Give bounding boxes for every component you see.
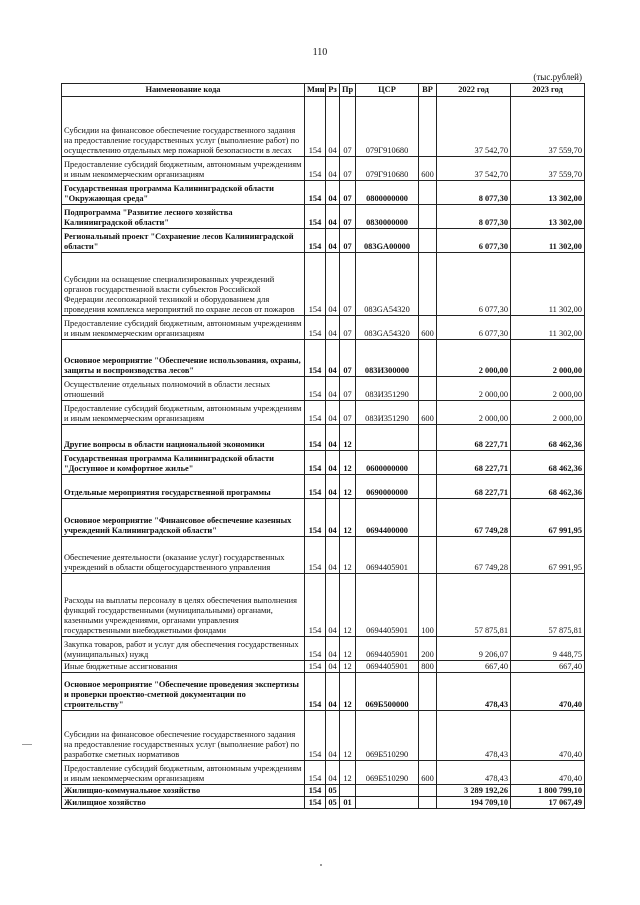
- cell-name: Региональный проект "Сохранение лесов Калининградской области": [62, 229, 305, 253]
- header-csr: ЦСР: [356, 84, 419, 97]
- cell-name: Субсидии на финансовое обеспечение государственного задания на предоставление государственных услуг (выполнение работ) по разработке сметных нормативов: [62, 711, 305, 761]
- cell-pr: 12: [340, 673, 356, 711]
- cell-csr: 069Б510290: [356, 761, 419, 785]
- cell-y2022: 37 542,70: [437, 97, 511, 157]
- cell-csr: 083И300000: [356, 340, 419, 377]
- cell-y2023: 68 462,36: [511, 451, 585, 475]
- cell-y2022: 6 077,30: [437, 253, 511, 316]
- cell-rz: 04: [326, 425, 340, 451]
- cell-rz: 04: [326, 205, 340, 229]
- cell-csr: 083И351290: [356, 377, 419, 401]
- cell-name: Предоставление субсидий бюджетным, автономным учреждениям и иным некоммерческим организациям: [62, 401, 305, 425]
- cell-csr: 083И351290: [356, 401, 419, 425]
- cell-y2023: 2 000,00: [511, 401, 585, 425]
- cell-vr: [419, 673, 437, 711]
- cell-csr: 079Г910680: [356, 157, 419, 181]
- cell-min: 154: [305, 637, 326, 661]
- cell-y2022: 6 077,30: [437, 316, 511, 340]
- table-body: [62, 97, 585, 809]
- header-2022: 2022 год: [437, 84, 511, 97]
- cell-name: Осуществление отдельных полномочий в области лесных отношений: [62, 377, 305, 401]
- cell-y2023: 9 448,75: [511, 637, 585, 661]
- cell-y2022: 68 227,71: [437, 451, 511, 475]
- cell-csr: 079Г910680: [356, 97, 419, 157]
- cell-min: 154: [305, 499, 326, 537]
- table-row: [62, 761, 585, 785]
- cell-csr: 0694400000: [356, 499, 419, 537]
- cell-y2023: 13 302,00: [511, 181, 585, 205]
- cell-csr: [356, 425, 419, 451]
- cell-rz: 04: [326, 97, 340, 157]
- cell-min: 154: [305, 451, 326, 475]
- cell-rz: 04: [326, 340, 340, 377]
- cell-rz: 04: [326, 537, 340, 574]
- cell-rz: 04: [326, 451, 340, 475]
- header-name: Наименование кода: [62, 84, 305, 97]
- cell-min: 154: [305, 797, 326, 809]
- cell-name: Отдельные мероприятия государственной программы: [62, 475, 305, 499]
- cell-pr: 07: [340, 157, 356, 181]
- cell-y2023: 470,40: [511, 673, 585, 711]
- cell-pr: 12: [340, 537, 356, 574]
- cell-rz: 04: [326, 253, 340, 316]
- cell-vr: 600: [419, 401, 437, 425]
- cell-pr: 07: [340, 401, 356, 425]
- table-row: [62, 229, 585, 253]
- cell-pr: [340, 785, 356, 797]
- cell-pr: 07: [340, 340, 356, 377]
- table-row: [62, 574, 585, 637]
- cell-pr: 07: [340, 181, 356, 205]
- table-row: [62, 785, 585, 797]
- cell-pr: 12: [340, 711, 356, 761]
- cell-vr: [419, 181, 437, 205]
- cell-y2022: 67 749,28: [437, 537, 511, 574]
- cell-csr: 0694405901: [356, 537, 419, 574]
- cell-y2022: 8 077,30: [437, 205, 511, 229]
- cell-name: Государственная программа Калининградской области "Доступное и комфортное жилье": [62, 451, 305, 475]
- cell-csr: 069Б510290: [356, 711, 419, 761]
- cell-min: 154: [305, 253, 326, 316]
- cell-pr: 12: [340, 425, 356, 451]
- table-row: [62, 475, 585, 499]
- cell-rz: 04: [326, 316, 340, 340]
- header-vr: ВР: [419, 84, 437, 97]
- table-row: [62, 181, 585, 205]
- cell-csr: 083GA54320: [356, 316, 419, 340]
- cell-name: Основное мероприятие "Обеспечение проведения экспертизы и проверки проектно-сметной документации по строительству": [62, 673, 305, 711]
- cell-rz: 04: [326, 574, 340, 637]
- cell-rz: 04: [326, 673, 340, 711]
- cell-min: 154: [305, 340, 326, 377]
- table-row: [62, 97, 585, 157]
- cell-min: 154: [305, 205, 326, 229]
- cell-csr: 0690000000: [356, 475, 419, 499]
- table-row: [62, 637, 585, 661]
- table-header-row: [62, 84, 585, 97]
- cell-min: 154: [305, 475, 326, 499]
- cell-y2023: 667,40: [511, 661, 585, 673]
- cell-vr: [419, 797, 437, 809]
- cell-min: 154: [305, 97, 326, 157]
- cell-name: Государственная программа Калининградской области "Окружающая среда": [62, 181, 305, 205]
- cell-y2022: 6 077,30: [437, 229, 511, 253]
- cell-y2022: 9 206,07: [437, 637, 511, 661]
- cell-vr: [419, 537, 437, 574]
- table-row: [62, 673, 585, 711]
- cell-y2023: 17 067,49: [511, 797, 585, 809]
- cell-y2022: 37 542,70: [437, 157, 511, 181]
- cell-name: Субсидии на оснащение специализированных учреждений органов государственной власти субъектов Российской Федерации лесопожарной техникой и оборудованием для проведения комплекса мероприятий по охране лесов от пожаров: [62, 253, 305, 316]
- cell-rz: 04: [326, 711, 340, 761]
- cell-name: Предоставление субсидий бюджетным, автономным учреждениям и иным некоммерческим организациям: [62, 761, 305, 785]
- cell-csr: [356, 785, 419, 797]
- cell-name: Обеспечение деятельности (оказание услуг) государственных учреждений в области общегосударственного управления: [62, 537, 305, 574]
- cell-y2023: 11 302,00: [511, 229, 585, 253]
- cell-name: Жилищно-коммунальное хозяйство: [62, 785, 305, 797]
- cell-rz: 04: [326, 377, 340, 401]
- table-row: [62, 340, 585, 377]
- cell-name: Жилищное хозяйство: [62, 797, 305, 809]
- cell-vr: [419, 377, 437, 401]
- cell-y2022: 67 749,28: [437, 499, 511, 537]
- table-row: [62, 797, 585, 809]
- cell-pr: 01: [340, 797, 356, 809]
- table-row: [62, 401, 585, 425]
- cell-pr: 12: [340, 574, 356, 637]
- cell-y2023: 67 991,95: [511, 499, 585, 537]
- cell-min: 154: [305, 401, 326, 425]
- cell-min: 154: [305, 661, 326, 673]
- cell-y2023: 37 559,70: [511, 157, 585, 181]
- cell-rz: 04: [326, 229, 340, 253]
- cell-y2022: 57 875,81: [437, 574, 511, 637]
- cell-vr: [419, 785, 437, 797]
- cell-y2023: 67 991,95: [511, 537, 585, 574]
- cell-y2023: 68 462,36: [511, 425, 585, 451]
- cell-name: Основное мероприятие "Финансовое обеспечение казенных учреждений Калининградской области": [62, 499, 305, 537]
- cell-min: 154: [305, 761, 326, 785]
- cell-vr: [419, 229, 437, 253]
- cell-min: 154: [305, 377, 326, 401]
- table-row: [62, 711, 585, 761]
- cell-y2023: 470,40: [511, 761, 585, 785]
- cell-y2022: 2 000,00: [437, 340, 511, 377]
- cell-pr: 12: [340, 761, 356, 785]
- cell-y2023: 37 559,70: [511, 97, 585, 157]
- cell-rz: 04: [326, 637, 340, 661]
- cell-vr: 200: [419, 637, 437, 661]
- cell-rz: 04: [326, 401, 340, 425]
- cell-pr: 07: [340, 377, 356, 401]
- cell-y2022: 2 000,00: [437, 401, 511, 425]
- cell-y2023: 57 875,81: [511, 574, 585, 637]
- cell-vr: [419, 451, 437, 475]
- cell-y2022: 2 000,00: [437, 377, 511, 401]
- cell-csr: 0694405901: [356, 637, 419, 661]
- cell-min: 154: [305, 229, 326, 253]
- table-row: [62, 537, 585, 574]
- cell-min: 154: [305, 425, 326, 451]
- cell-name: Иные бюджетные ассигнования: [62, 661, 305, 673]
- cell-y2022: 478,43: [437, 711, 511, 761]
- cell-pr: 12: [340, 499, 356, 537]
- units-label: (тыс.рублей): [533, 72, 582, 82]
- header-pr: Пр: [340, 84, 356, 97]
- cell-vr: [419, 205, 437, 229]
- cell-name: Расходы на выплаты персоналу в целях обеспечения выполнения функций государственными (муниципальными) органами, казенными учреждениями, органами управления государственными внебюджетными фондами: [62, 574, 305, 637]
- cell-rz: 04: [326, 181, 340, 205]
- cell-y2022: 3 289 192,26: [437, 785, 511, 797]
- cell-rz: 04: [326, 499, 340, 537]
- table-row: [62, 157, 585, 181]
- cell-csr: 069Б500000: [356, 673, 419, 711]
- cell-rz: 05: [326, 797, 340, 809]
- cell-min: 154: [305, 785, 326, 797]
- cell-min: 154: [305, 157, 326, 181]
- cell-csr: 083GA00000: [356, 229, 419, 253]
- cell-name: Закупка товаров, работ и услуг для обеспечения государственных (муниципальных) нужд: [62, 637, 305, 661]
- cell-rz: 04: [326, 661, 340, 673]
- cell-pr: 12: [340, 661, 356, 673]
- cell-name: Подпрограмма "Развитие лесного хозяйства Калининградской области": [62, 205, 305, 229]
- table-row: [62, 377, 585, 401]
- cell-y2022: 478,43: [437, 761, 511, 785]
- cell-csr: 0694405901: [356, 661, 419, 673]
- cell-y2022: 68 227,71: [437, 475, 511, 499]
- cell-vr: [419, 97, 437, 157]
- cell-pr: 12: [340, 451, 356, 475]
- cell-y2023: 1 800 799,10: [511, 785, 585, 797]
- cell-name: Субсидии на финансовое обеспечение государственного задания на предоставление государственных услуг (выполнение работ) по осуществлению отдельных мер пожарной безопасности в лесах: [62, 97, 305, 157]
- cell-name: Предоставление субсидий бюджетным, автономным учреждениям и иным некоммерческим организациям: [62, 316, 305, 340]
- page-number: 110: [312, 47, 328, 58]
- cell-vr: 100: [419, 574, 437, 637]
- cell-vr: 600: [419, 316, 437, 340]
- cell-name: Другие вопросы в области национальной экономики: [62, 425, 305, 451]
- cell-y2022: 478,43: [437, 673, 511, 711]
- cell-rz: 04: [326, 475, 340, 499]
- cell-vr: 800: [419, 661, 437, 673]
- cell-rz: 04: [326, 761, 340, 785]
- table-row: [62, 205, 585, 229]
- cell-y2023: 470,40: [511, 711, 585, 761]
- cell-min: 154: [305, 673, 326, 711]
- cell-y2022: 8 077,30: [437, 181, 511, 205]
- cell-csr: 0600000000: [356, 451, 419, 475]
- cell-pr: 07: [340, 253, 356, 316]
- header-rz: Рз: [326, 84, 340, 97]
- cell-vr: 600: [419, 761, 437, 785]
- cell-pr: 12: [340, 475, 356, 499]
- table-row: [62, 661, 585, 673]
- header-2023: 2023 год: [511, 84, 585, 97]
- cell-vr: [419, 425, 437, 451]
- cell-y2022: 194 709,10: [437, 797, 511, 809]
- cell-rz: 04: [326, 157, 340, 181]
- cell-y2023: 2 000,00: [511, 377, 585, 401]
- cell-vr: [419, 711, 437, 761]
- table-row: [62, 316, 585, 340]
- cell-name: Основное мероприятие "Обеспечение использования, охраны, защиты и воспроизводства лесов": [62, 340, 305, 377]
- cell-csr: 0800000000: [356, 181, 419, 205]
- header-min: Мин: [305, 84, 326, 97]
- cell-min: 154: [305, 711, 326, 761]
- cell-y2022: 667,40: [437, 661, 511, 673]
- cell-min: 154: [305, 316, 326, 340]
- cell-vr: [419, 475, 437, 499]
- cell-min: 154: [305, 181, 326, 205]
- cell-vr: [419, 253, 437, 316]
- cell-vr: [419, 340, 437, 377]
- cell-min: 154: [305, 574, 326, 637]
- cell-y2023: 11 302,00: [511, 253, 585, 316]
- cell-y2022: 68 227,71: [437, 425, 511, 451]
- cell-rz: 05: [326, 785, 340, 797]
- cell-csr: 083GA54320: [356, 253, 419, 316]
- scan-mark: [22, 744, 32, 745]
- cell-pr: 07: [340, 97, 356, 157]
- cell-y2023: 11 302,00: [511, 316, 585, 340]
- cell-csr: 0830000000: [356, 205, 419, 229]
- table-row: [62, 425, 585, 451]
- budget-table: [61, 83, 585, 809]
- cell-csr: 0694405901: [356, 574, 419, 637]
- cell-pr: 07: [340, 205, 356, 229]
- cell-y2023: 13 302,00: [511, 205, 585, 229]
- cell-vr: [419, 499, 437, 537]
- scan-dot: [320, 864, 322, 866]
- cell-pr: 07: [340, 229, 356, 253]
- cell-pr: 07: [340, 316, 356, 340]
- cell-vr: 600: [419, 157, 437, 181]
- table-row: [62, 253, 585, 316]
- cell-csr: [356, 797, 419, 809]
- cell-pr: 12: [340, 637, 356, 661]
- cell-min: 154: [305, 537, 326, 574]
- cell-y2023: 2 000,00: [511, 340, 585, 377]
- cell-name: Предоставление субсидий бюджетным, автономным учреждениям и иным некоммерческим организациям: [62, 157, 305, 181]
- cell-y2023: 68 462,36: [511, 475, 585, 499]
- table-row: [62, 499, 585, 537]
- table-row: [62, 451, 585, 475]
